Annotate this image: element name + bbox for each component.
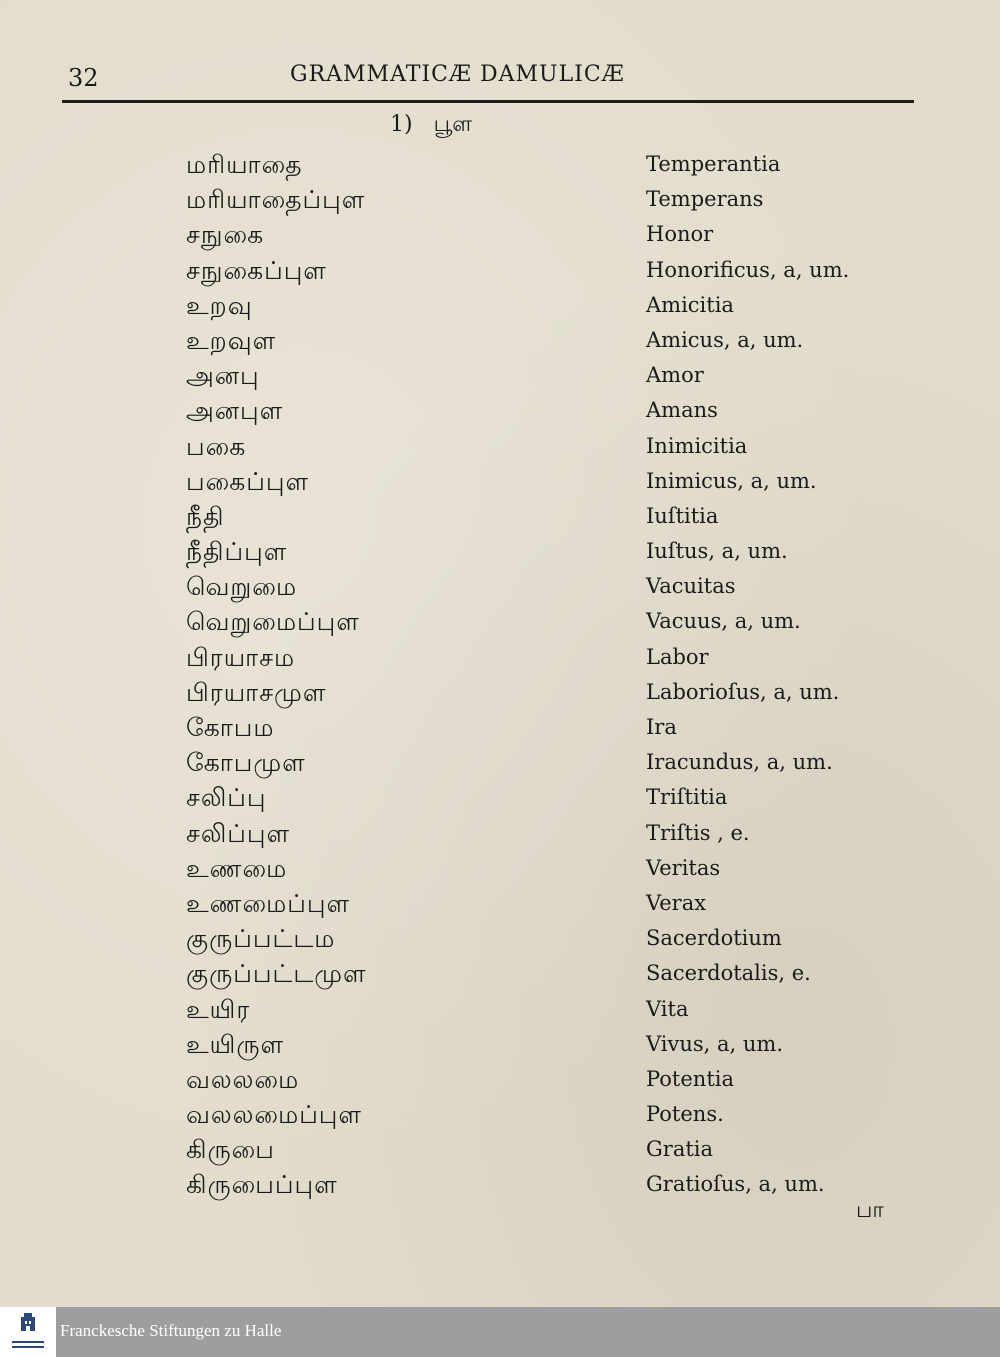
footer-text: Franckesche Stiftungen zu Halle <box>60 1321 282 1340</box>
vocabulary-entry <box>0 1133 1000 1168</box>
tamil-term: பிரயாசமுள <box>186 677 327 707</box>
building-icon <box>10 1311 46 1353</box>
tamil-term: உணமை <box>186 853 288 883</box>
vocabulary-entry <box>0 781 1000 816</box>
tamil-term: வலலமைப்புள <box>186 1100 362 1130</box>
vocabulary-entry <box>0 605 1000 640</box>
latin-term: Amor <box>646 363 704 388</box>
vocabulary-entry <box>0 218 1000 253</box>
tamil-term: குருப்பட்டம <box>186 924 336 954</box>
vocabulary-entry <box>0 359 1000 394</box>
vocabulary-entry <box>0 394 1000 429</box>
vocabulary-entry <box>0 676 1000 711</box>
section-heading <box>390 112 472 140</box>
tamil-term: சநுகை <box>186 220 265 250</box>
latin-term: Verax <box>646 890 707 915</box>
vocabulary-entry <box>0 254 1000 289</box>
tamil-term: மரியாதைப்புள <box>186 185 366 215</box>
section-number: 1) <box>390 112 413 137</box>
tamil-term: வலலமை <box>186 1064 300 1094</box>
tamil-term: மரியாதை <box>186 150 303 179</box>
vocabulary-entry <box>0 993 1000 1028</box>
tamil-term: உறவுள <box>186 325 277 355</box>
latin-term: Vacuitas <box>646 574 736 599</box>
tamil-term: வெறுமை <box>186 572 298 602</box>
latin-term: Gratia <box>646 1137 714 1162</box>
latin-term: Ira <box>646 715 677 739</box>
vocabulary-entry <box>0 1063 1000 1098</box>
tamil-term: சலிப்பு <box>186 783 267 813</box>
tamil-term: உணமைப்புள <box>186 888 351 918</box>
tamil-term: பிரயாசம <box>186 642 296 672</box>
latin-term: Amans <box>646 398 718 423</box>
latin-term: Inimicus, a, um. <box>646 468 817 493</box>
latin-term: Labor <box>646 644 709 669</box>
latin-term: Triſtis , e. <box>646 820 750 845</box>
tamil-term: வெறுமைப்புள <box>186 607 360 637</box>
latin-term: Temperantia <box>646 152 781 176</box>
latin-term: Amicitia <box>646 292 734 317</box>
tamil-term: கிருபை <box>186 1135 275 1165</box>
latin-term: Honorificus, a, um. <box>646 257 850 282</box>
vocabulary-entry <box>0 570 1000 605</box>
vocabulary-entry <box>0 817 1000 852</box>
vocabulary-entry <box>0 1098 1000 1133</box>
latin-term: Honor <box>646 222 714 247</box>
latin-term: Iuſtitia <box>646 503 719 528</box>
vocabulary-entry <box>0 465 1000 500</box>
tamil-term: நீதிப்புள <box>186 537 288 567</box>
latin-term: Vivus, a, um. <box>646 1031 784 1056</box>
tamil-term: அனபுள <box>186 396 284 426</box>
latin-term: Vacuus, a, um. <box>646 609 801 634</box>
vocabulary-entry <box>0 289 1000 324</box>
tamil-term: பகைப்புள <box>186 466 310 496</box>
vocabulary-entry <box>0 148 1000 183</box>
vocabulary-entry <box>0 500 1000 535</box>
vocabulary-list <box>0 148 1000 1204</box>
page-number: 32 <box>68 64 99 92</box>
latin-term: Amicus, a, um. <box>646 327 804 352</box>
latin-term: Potens. <box>646 1102 724 1127</box>
running-head: GRAMMATICÆ DAMULICÆ <box>290 62 625 87</box>
tamil-term: பகை <box>186 431 247 461</box>
latin-term: Vita <box>646 996 689 1021</box>
vocabulary-entry <box>0 957 1000 992</box>
latin-term: Potentia <box>646 1066 734 1091</box>
tamil-term: குருப்பட்டமுள <box>186 959 367 989</box>
tamil-term: உறவு <box>186 290 253 320</box>
vocabulary-entry <box>0 641 1000 676</box>
vocabulary-entry <box>0 887 1000 922</box>
vocabulary-entry <box>0 430 1000 465</box>
vocabulary-entry <box>0 922 1000 957</box>
section-title: பூள <box>433 112 473 137</box>
footer-bar <box>0 1307 1000 1357</box>
latin-term: Temperans <box>646 187 764 212</box>
tamil-term: உயிர <box>186 994 251 1024</box>
vocabulary-entry <box>0 746 1000 781</box>
tamil-term: நீதி <box>186 501 225 531</box>
tamil-term: சலிப்புள <box>186 818 291 848</box>
latin-term: Iracundus, a, um. <box>646 750 833 775</box>
tamil-term: அனபு <box>186 361 260 391</box>
tamil-term: சநுகைப்புள <box>186 255 327 285</box>
institution-logo <box>0 1307 56 1357</box>
header-rule <box>62 100 914 103</box>
vocabulary-entry <box>0 183 1000 218</box>
vocabulary-entry <box>0 711 1000 746</box>
vocabulary-entry <box>0 852 1000 887</box>
latin-term: Triſtitia <box>646 785 728 810</box>
tamil-term: கோபம <box>186 713 275 742</box>
latin-term: Veritas <box>646 855 721 880</box>
latin-term: Sacerdotium <box>646 926 782 951</box>
latin-term: Inimicitia <box>646 433 748 458</box>
latin-term: Iuſtus, a, um. <box>646 539 788 564</box>
latin-term: Gratioſus, a, um. <box>646 1172 825 1197</box>
tamil-term: கோபமுள <box>186 748 306 778</box>
tamil-term: கிருபைப்புள <box>186 1170 338 1200</box>
vocabulary-entry <box>0 1168 1000 1203</box>
latin-term: Laborioſus, a, um. <box>646 679 840 704</box>
latin-term: Sacerdotalis, e. <box>646 961 811 986</box>
vocabulary-entry <box>0 1028 1000 1063</box>
tamil-term: உயிருள <box>186 1029 285 1059</box>
vocabulary-entry <box>0 324 1000 359</box>
catchword: பா <box>856 1198 884 1223</box>
vocabulary-entry <box>0 535 1000 570</box>
